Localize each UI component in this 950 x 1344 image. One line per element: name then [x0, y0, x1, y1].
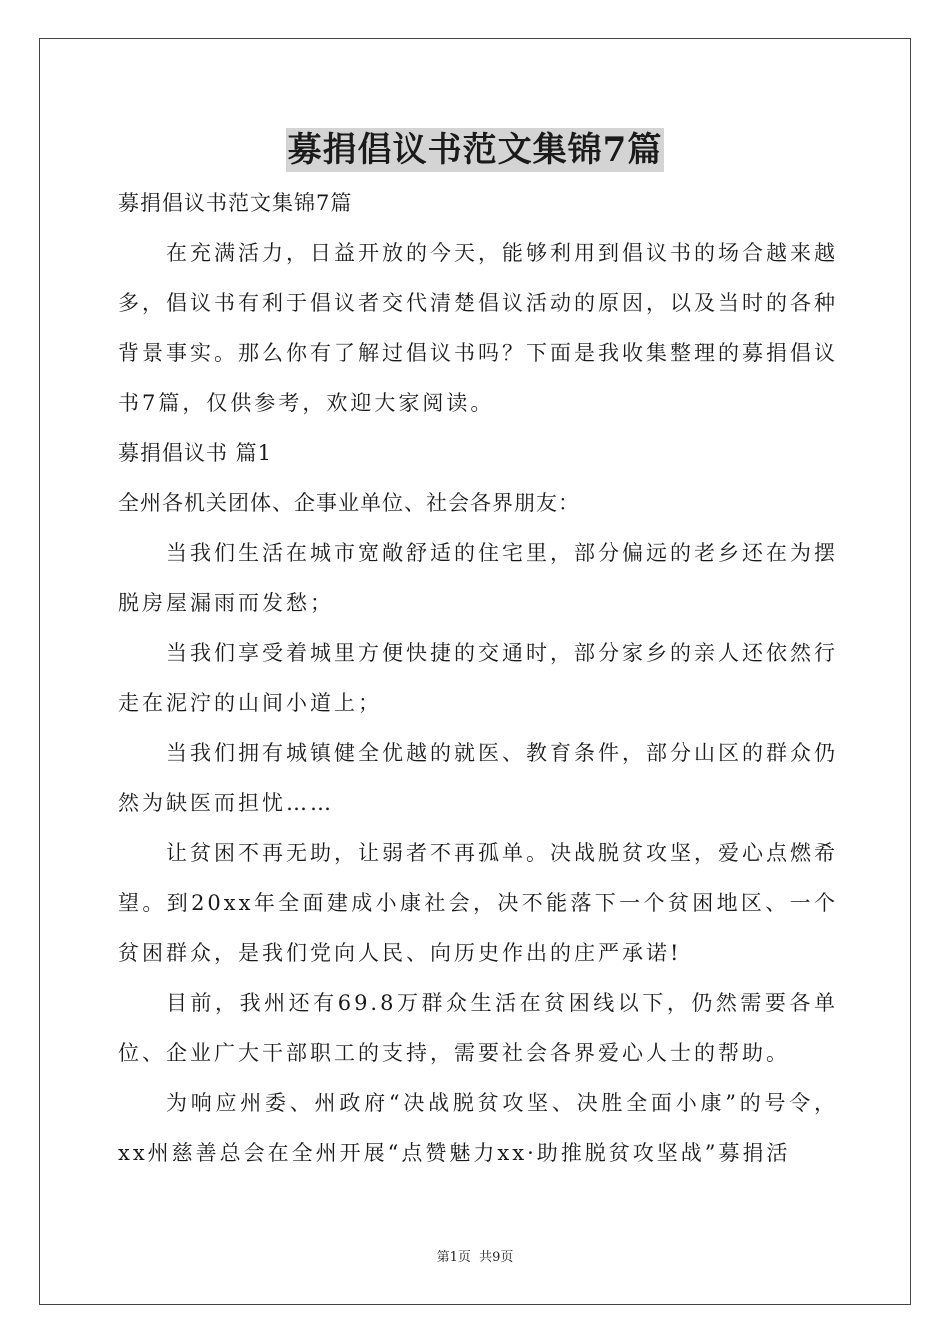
salutation: 全州各机关团体、企事业单位、社会各界朋友： [118, 491, 580, 515]
body-paragraph: 当我们享受着城里方便快捷的交通时，部分家乡的亲人还依然行走在泥泞的山间小道上； [118, 641, 838, 715]
body-paragraph: 当我们生活在城市宽敞舒适的住宅里，部分偏远的老乡还在为摆脱房屋漏雨而发愁； [118, 541, 838, 615]
page-total: 共9页 [479, 1250, 514, 1265]
section-heading: 募捐倡议书 篇1 [118, 441, 273, 465]
intro-paragraph: 在充满活力，日益开放的今天，能够利用到倡议书的场合越来越多，倡议书有利于倡议者交代清楚倡议活动的原因，以及当时的各种背景事实。那么你有了解过倡议书吗？下面是我收集整理的募捐倡议书7篇，仅供参考，欢迎大家阅读。 [118, 241, 838, 415]
body-paragraph: 当我们拥有城镇健全优越的就医、教育条件，部分山区的群众仍然为缺医而担忧…… [118, 741, 838, 815]
page-footer [0, 1246, 950, 1265]
body-paragraph: 让贫困不再无助，让弱者不再孤单。决战脱贫攻坚，爱心点燃希望。到20xx年全面建成小康社会，决不能落下一个贫困地区、一个贫困群众，是我们党向人民、向历史作出的庄严承诺! [118, 841, 838, 965]
document-title: 募捐倡议书范文集锦7篇 [287, 130, 663, 170]
page-number: 第1页 [436, 1250, 471, 1265]
title-area [0, 128, 950, 172]
body-paragraph: 目前，我州还有69.8万群众生活在贫困线以下，仍然需要各单位、企业广大干部职工的支持，需要社会各界爱心人士的帮助。 [118, 991, 838, 1065]
document-subtitle: 募捐倡议书范文集锦7篇 [118, 191, 353, 215]
document-body [118, 178, 838, 1178]
body-paragraph: 为响应州委、州政府“决战脱贫攻坚、决胜全面小康”的号令，xx州慈善总会在全州开展“点赞魅力xx·助推脱贫攻坚战”募捐活 [118, 1091, 838, 1165]
